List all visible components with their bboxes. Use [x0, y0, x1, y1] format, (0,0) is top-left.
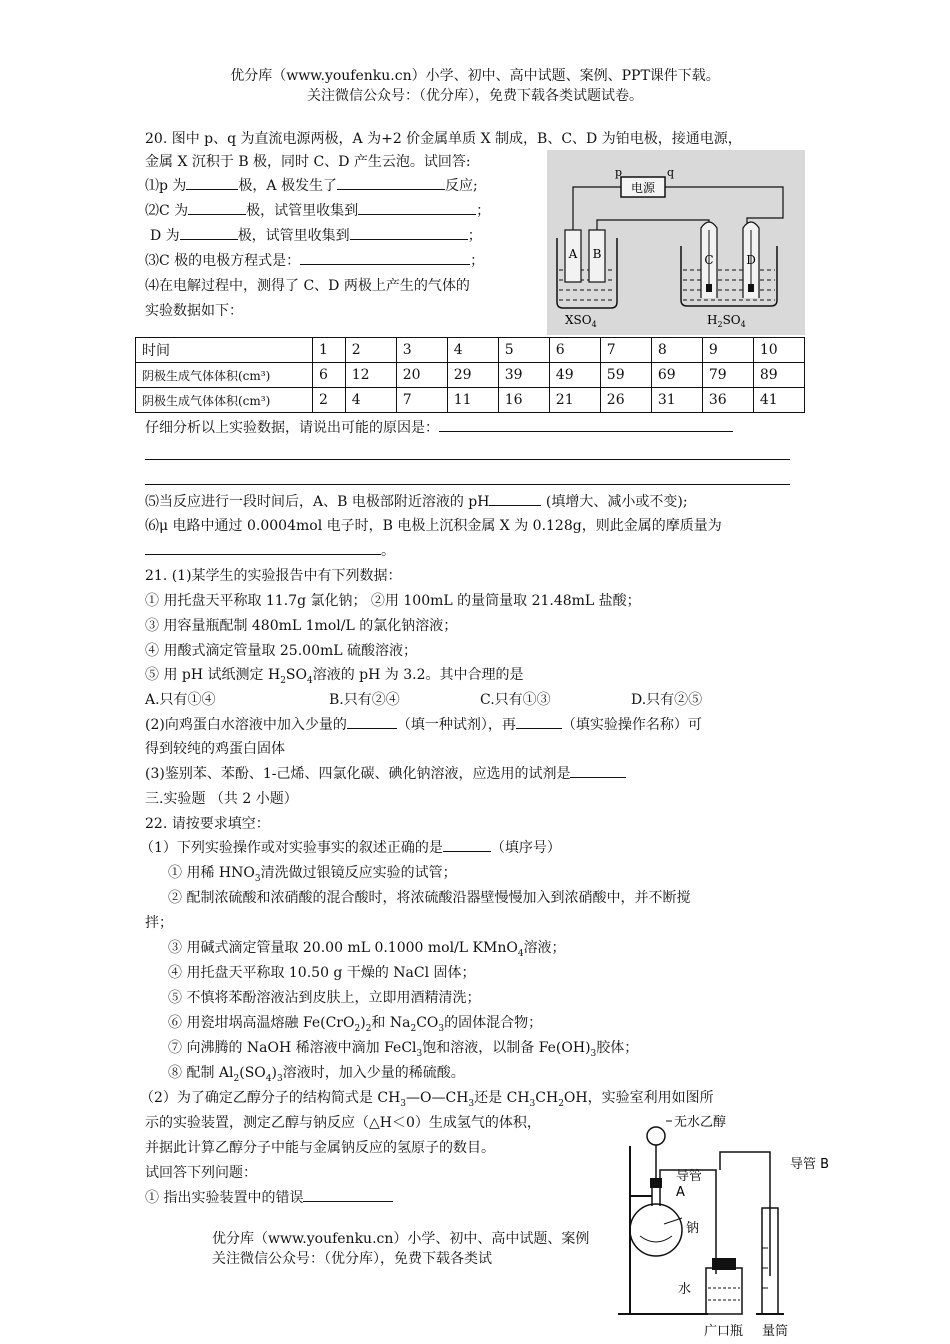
answer-line [145, 484, 790, 485]
electrode-a-label: A [568, 247, 578, 261]
q22-part1: （1）下列实验操作或对实验事实的叙述正确的是 （填序号） [140, 837, 561, 859]
tube-b-label: 导管 B [790, 1157, 830, 1172]
q22-part2: （2）为了确定乙醇分子的结构简式是 $CH_3—O—CH_3$还是 $CH_3CH_2OH$，实验室利用如图所 [140, 1090, 714, 1109]
q20-part3: ⑶C 极的电极方程式是： ； [145, 250, 484, 272]
q21-item-5: ⑤ 用 pH 试纸测定 $H_2SO_4$溶液的 pH 为 3.2。其中合理的是 [145, 667, 524, 686]
header-line-1: 优分库（www.youfenku.cn）小学、初中、高中试题、案例、PPT课件下载。 [230, 68, 720, 84]
q21-part3: (3)鉴别苯、苯酚、1-己烯、四氯化碳、碘化钠溶液，应选用的试剂是 [145, 763, 626, 785]
q20-part6-answer: 。 [145, 540, 395, 562]
water-label: 水 [678, 1282, 692, 1297]
sodium-label: 钠 [686, 1221, 700, 1236]
q21-part2-cont: 得到较纯的鸡蛋白固体 [145, 741, 285, 757]
row2-label: 阴极生成气体体积(cm³) [136, 388, 313, 413]
q22-item-2: ② 配制浓硫酸和浓硝酸的混合酸时，将浓硫酸沿器壁慢慢加入到浓硝酸中，并不断搅 [168, 890, 691, 906]
xso4-label: $XSO_4$ [565, 313, 597, 329]
q21-option-c: C.只有①③ [480, 692, 551, 708]
footer-line-2: 关注微信公众号：（优分库），免费下载各类试 [212, 1251, 492, 1267]
q22-item-3: ③ 用碱式滴定管量取 20.00 mL 0.1000 mol/L KMnO$_4$溶液； [168, 940, 566, 959]
q21-option-a: A.只有①④ [145, 692, 216, 708]
gas-volume-table [135, 337, 805, 413]
table-row: 阴极生成气体体积(cm³) 6 12 20 29 39 49 59 69 79 89 [136, 363, 805, 388]
table-row: 时间 1 2 3 4 5 6 7 8 9 10 [136, 338, 805, 363]
table-header-label: 时间 [136, 338, 313, 363]
q20-part1: ⑴p 为 极，A 极发生了 反应; [145, 175, 478, 197]
q22-item-1: ① 用稀 $HNO_3$清洗做过银镜反应实验的试管； [168, 865, 457, 884]
electrode-b-label: B [592, 247, 602, 261]
section-3-title: 三.实验题 （共 2 小题） [145, 791, 298, 807]
q22-title: 22. 请按要求填空： [145, 816, 270, 832]
q21-item-4: ④ 用酸式滴定管量取 25.00mL 硫酸溶液； [145, 643, 418, 659]
q22-part2-line5: ① 指出实验装置中的错误 [145, 1187, 393, 1209]
q22-item-6: ⑥ 用瓷坩埚高温熔融 $Fe(CrO_2)_2$和 $Na_2CO_3$的固体混合物； [168, 1015, 543, 1034]
q20-part5: ⑸当反应进行一段时间后，A、B 电极部附近溶液的 pH (填增大、减小或不变); [145, 491, 688, 513]
footer-line-1: 优分库（www.youfenku.cn）小学、初中、高中试题、案例 [212, 1231, 590, 1247]
q21-option-b: B.只有②④ [329, 692, 400, 708]
q20-analysis: 仔细分析以上实验数据，请说出可能的原因是： [145, 417, 733, 439]
q22-item-5: ⑤ 不慎将苯酚溶液沾到皮肤上，立即用酒精清洗； [168, 990, 481, 1006]
q22-item-2-cont: 拌； [145, 915, 173, 931]
electrode-c-label: C [704, 253, 714, 267]
power-label: 电源 [630, 181, 656, 195]
q21-item-3: ③ 用容量瓶配制 480mL 1mol/L 的氯化钠溶液； [145, 618, 458, 634]
q22-part2-line2: 示的实验装置，测定乙醇与钠反应（△H＜0）生成氢气的体积， [145, 1115, 541, 1131]
p-label: p [615, 166, 623, 179]
q21-option-d: D.只有②⑤ [631, 692, 703, 708]
q22-item-7: ⑦ 向沸腾的 NaOH 稀溶液中滴加 FeCl$_3$饱和溶液，以制备 $Fe(OH)_3$胶体； [168, 1040, 639, 1059]
q20-stem-2: 金属 X 沉积于 B 极，同时 C、D 产生云泡。试回答: [145, 154, 471, 170]
q22-part2-line4: 试回答下列问题： [145, 1165, 257, 1181]
row1-label: 阴极生成气体体积(cm³) [136, 363, 313, 388]
q22-item-8: ⑧ 配制 $Al_2(SO_4)_3$溶液时，加入少量的稀硫酸。 [168, 1065, 465, 1084]
electrode-d-label: D [746, 253, 756, 267]
q20-part6: ⑹μ 电路中通过 0.0004mol 电子时，B 电极上沉积金属 X 为 0.128g，则此金属的摩质量为 [145, 518, 722, 534]
bottle-label: 广口瓶 [704, 1324, 744, 1339]
electrolysis-figure [547, 150, 805, 335]
q20-part4-line1: ⑷在电解过程中，测得了 C、D 两极上产生的气体的 [145, 278, 470, 294]
ethanol-label: 无水乙醇 [674, 1115, 727, 1130]
tube-a-label-1: 导管 [676, 1169, 703, 1184]
ethanol-apparatus-figure [612, 1108, 842, 1344]
h2so4-label: $H_2SO_4$ [707, 313, 746, 329]
q20-stem-1: 20. 图中 p、q 为直流电源两极，A 为+2 价金属单质 X 制成，B、C、D 为铂电极，接通电源， [145, 131, 742, 147]
cylinder-label: 量筒 [762, 1324, 789, 1339]
q20-part2: ⑵C 为 极，试管里收集到 ； [145, 200, 490, 222]
q21-part2: (2)向鸡蛋白水溶液中加入少量的 （填一种试剂），再 （填实验操作名称）可 [145, 714, 702, 736]
tube-a-label-2: A [676, 1185, 685, 1200]
q22-part2-line3: 并据此计算乙醇分子中能与金属钠反应的氢原子的数目。 [145, 1140, 495, 1156]
q-label: q [667, 166, 675, 179]
table-row: 阴极生成气体体积(cm³) 2 4 7 11 16 21 26 31 36 41 [136, 388, 805, 413]
q20-part4-line2: 实验数据如下： [145, 303, 243, 319]
q22-item-4: ④ 用托盘天平称取 10.50 g 干燥的 NaCl 固体； [168, 965, 476, 981]
q21-title: 21. (1)某学生的实验报告中有下列数据： [145, 568, 402, 584]
answer-line [145, 459, 790, 460]
q20-part2-d: D 为 极，试管里收集到 ； [150, 225, 482, 247]
q21-item-1-2: ① 用托盘天平称取 11.7g 氯化钠； ②用 100mL 的量筒量取 21.48mL 盐酸； [145, 593, 641, 609]
header-line-2: 关注微信公众号：（优分库），免费下载各类试题试卷。 [307, 88, 643, 104]
